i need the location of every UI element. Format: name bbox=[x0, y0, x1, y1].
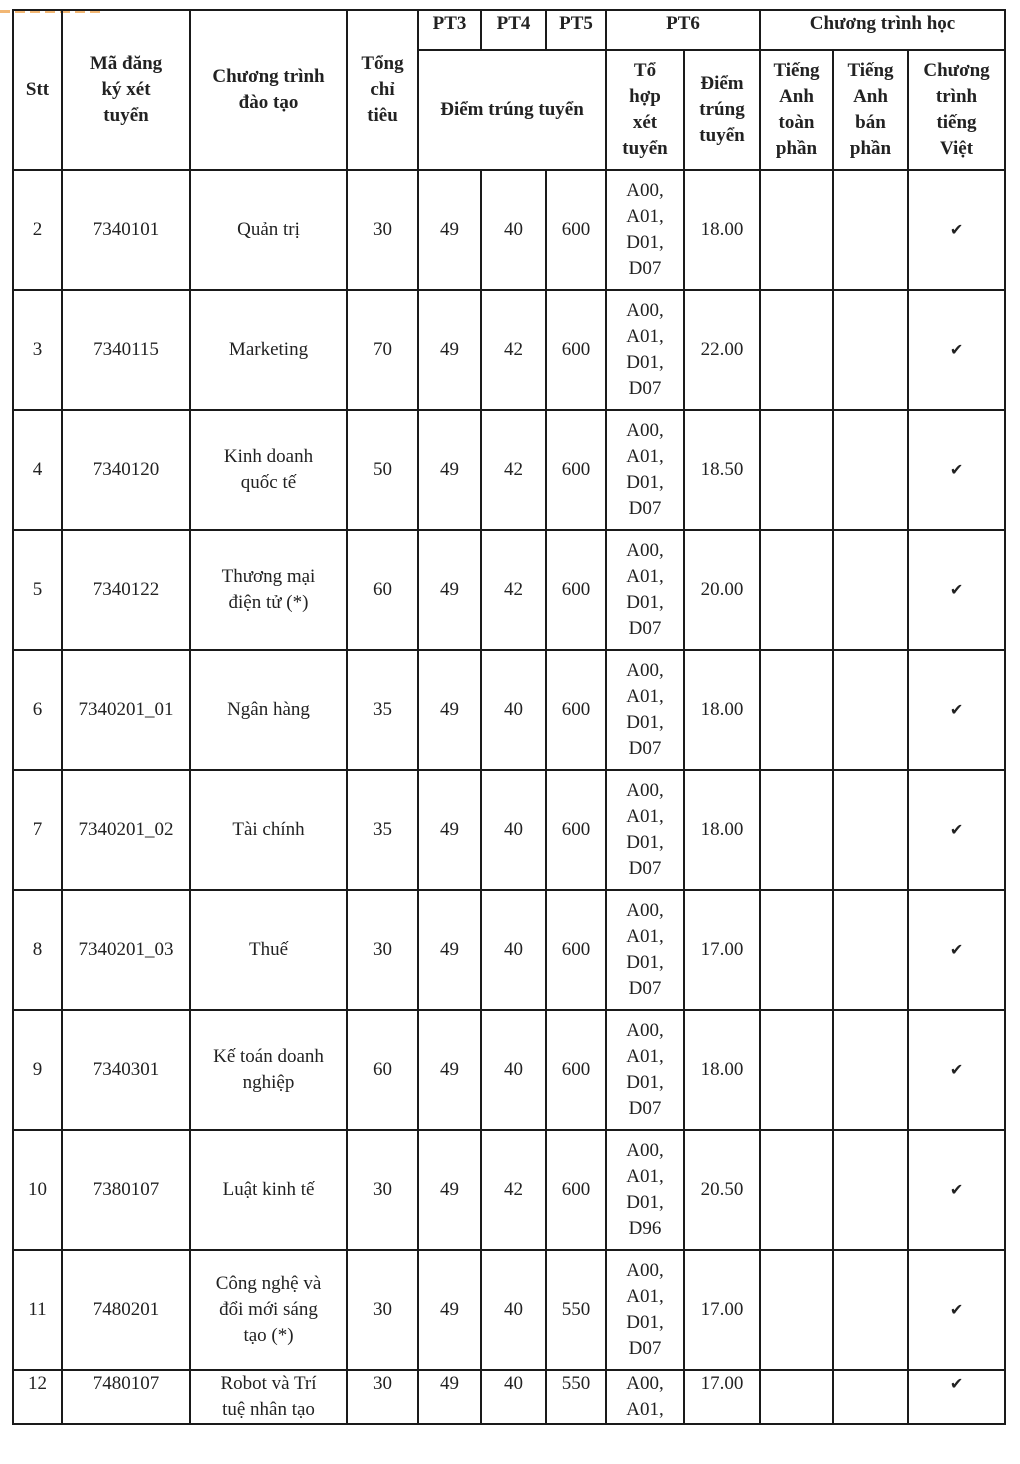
cell-pt3: 49 bbox=[418, 530, 481, 650]
cell-stt: 6 bbox=[13, 650, 62, 770]
cell-combination: A00, A01, D01, D07 bbox=[606, 410, 684, 530]
cell-full-english bbox=[760, 1250, 833, 1370]
cell-stt: 3 bbox=[13, 290, 62, 410]
cell-full-english bbox=[760, 890, 833, 1010]
cell-full-english bbox=[760, 170, 833, 290]
cell-partial-english bbox=[833, 1010, 908, 1130]
cell-partial-english bbox=[833, 890, 908, 1010]
header-pt6-score: Điểm trúng tuyển bbox=[684, 50, 760, 170]
cell-pt6-score: 20.00 bbox=[684, 530, 760, 650]
cell-quota: 35 bbox=[347, 770, 418, 890]
header-vietnamese-program: Chương trình tiếng Việt bbox=[908, 50, 1005, 170]
cell-partial-english bbox=[833, 1370, 908, 1424]
cell-quota: 60 bbox=[347, 1010, 418, 1130]
header-stt: Stt bbox=[13, 10, 62, 170]
cell-quota: 70 bbox=[347, 290, 418, 410]
cell-stt: 5 bbox=[13, 530, 62, 650]
header-admission-score: Điểm trúng tuyển bbox=[418, 50, 606, 170]
cell-pt4: 42 bbox=[481, 290, 546, 410]
cell-pt6-score: 18.00 bbox=[684, 170, 760, 290]
cell-vietnamese bbox=[908, 1370, 1005, 1424]
cell-pt3: 49 bbox=[418, 410, 481, 530]
header-subject-combination: Tổ hợp xét tuyển bbox=[606, 50, 684, 170]
cell-pt3: 49 bbox=[418, 890, 481, 1010]
cell-partial-english bbox=[833, 650, 908, 770]
cell-full-english bbox=[760, 1370, 833, 1424]
table-row bbox=[13, 1370, 1005, 1424]
cell-program: Luật kinh tế bbox=[190, 1130, 347, 1250]
table-row bbox=[13, 410, 1005, 530]
cell-code: 7340101 bbox=[62, 170, 190, 290]
cell-full-english bbox=[760, 290, 833, 410]
table-row bbox=[13, 1010, 1005, 1130]
cell-pt3: 49 bbox=[418, 1370, 481, 1424]
cell-pt3: 49 bbox=[418, 170, 481, 290]
check-icon: ✔ bbox=[949, 580, 964, 599]
cell-program: Marketing bbox=[190, 290, 347, 410]
cell-quota: 35 bbox=[347, 650, 418, 770]
cell-pt5: 600 bbox=[546, 1010, 606, 1130]
cell-pt5: 600 bbox=[546, 890, 606, 1010]
cell-vietnamese bbox=[908, 290, 1005, 410]
top-edge-fragment bbox=[0, 0, 120, 4]
cell-pt6-score: 18.00 bbox=[684, 770, 760, 890]
cell-pt4: 42 bbox=[481, 1130, 546, 1250]
header-pt3: PT3 bbox=[418, 10, 481, 50]
cell-program: Tài chính bbox=[190, 770, 347, 890]
cell-pt4: 42 bbox=[481, 410, 546, 530]
cell-combination: A00, A01, D01, D07 bbox=[606, 1250, 684, 1370]
cell-partial-english bbox=[833, 290, 908, 410]
cell-quota: 60 bbox=[347, 530, 418, 650]
cell-program: Thuế bbox=[190, 890, 347, 1010]
cell-pt5: 600 bbox=[546, 410, 606, 530]
cell-pt6-score: 18.00 bbox=[684, 1010, 760, 1130]
table-row bbox=[13, 650, 1005, 770]
cell-pt4: 40 bbox=[481, 890, 546, 1010]
check-icon: ✔ bbox=[949, 340, 964, 359]
check-icon: ✔ bbox=[949, 460, 964, 479]
cell-partial-english bbox=[833, 770, 908, 890]
header-registration-code: Mã đăng ký xét tuyển bbox=[62, 10, 190, 170]
cell-code: 7340301 bbox=[62, 1010, 190, 1130]
cell-pt4: 40 bbox=[481, 770, 546, 890]
header-pt6: PT6 bbox=[606, 10, 760, 50]
table-row bbox=[13, 170, 1005, 290]
cell-stt: 2 bbox=[13, 170, 62, 290]
cell-partial-english bbox=[833, 1130, 908, 1250]
cell-quota: 30 bbox=[347, 1250, 418, 1370]
cell-pt4: 40 bbox=[481, 1370, 546, 1424]
cell-pt5: 600 bbox=[546, 530, 606, 650]
cell-full-english bbox=[760, 650, 833, 770]
cell-full-english bbox=[760, 1130, 833, 1250]
cell-vietnamese bbox=[908, 770, 1005, 890]
cell-stt: 10 bbox=[13, 1130, 62, 1250]
cell-stt: 7 bbox=[13, 770, 62, 890]
table-row bbox=[13, 890, 1005, 1010]
cell-vietnamese bbox=[908, 410, 1005, 530]
cell-program: Robot và Trí tuệ nhân tạo bbox=[190, 1370, 347, 1424]
cell-pt3: 49 bbox=[418, 1010, 481, 1130]
check-icon: ✔ bbox=[949, 1180, 964, 1199]
cell-stt: 8 bbox=[13, 890, 62, 1010]
header-study-program: Chương trình học bbox=[760, 10, 1005, 50]
cell-pt6-score: 22.00 bbox=[684, 290, 760, 410]
cell-pt6-score: 18.50 bbox=[684, 410, 760, 530]
cell-combination: A00, A01, D01, D07 bbox=[606, 170, 684, 290]
cell-vietnamese bbox=[908, 650, 1005, 770]
cell-pt3: 49 bbox=[418, 290, 481, 410]
check-icon: ✔ bbox=[949, 1374, 964, 1393]
header-pt4: PT4 bbox=[481, 10, 546, 50]
cell-pt5: 600 bbox=[546, 170, 606, 290]
check-icon: ✔ bbox=[949, 700, 964, 719]
cell-pt6-score: 20.50 bbox=[684, 1130, 760, 1250]
cell-code: 7340201_02 bbox=[62, 770, 190, 890]
cell-program: Quản trị bbox=[190, 170, 347, 290]
cell-quota: 30 bbox=[347, 1130, 418, 1250]
check-icon: ✔ bbox=[949, 940, 964, 959]
cell-pt6-score: 17.00 bbox=[684, 1250, 760, 1370]
header-total-quota: Tổng chỉ tiêu bbox=[347, 10, 418, 170]
cell-pt5: 600 bbox=[546, 290, 606, 410]
cell-combination: A00, A01, D01, D07 bbox=[606, 1010, 684, 1130]
cell-code: 7340120 bbox=[62, 410, 190, 530]
cell-vietnamese bbox=[908, 1010, 1005, 1130]
cell-stt: 9 bbox=[13, 1010, 62, 1130]
cell-full-english bbox=[760, 530, 833, 650]
cell-full-english bbox=[760, 1010, 833, 1130]
cell-combination: A00, A01, D01, D07 bbox=[606, 650, 684, 770]
cell-pt3: 49 bbox=[418, 1130, 481, 1250]
cell-partial-english bbox=[833, 530, 908, 650]
cell-program: Thương mại điện tử (*) bbox=[190, 530, 347, 650]
cell-program: Kinh doanh quốc tế bbox=[190, 410, 347, 530]
cell-combination: A00, A01, D01, D07 bbox=[606, 530, 684, 650]
check-icon: ✔ bbox=[949, 1300, 964, 1319]
table-row bbox=[13, 1250, 1005, 1370]
table-row bbox=[13, 530, 1005, 650]
cell-partial-english bbox=[833, 1250, 908, 1370]
cell-pt3: 49 bbox=[418, 1250, 481, 1370]
cell-combination: A00, A01, D01, D07 bbox=[606, 290, 684, 410]
cell-pt4: 40 bbox=[481, 1250, 546, 1370]
cell-quota: 50 bbox=[347, 410, 418, 530]
cell-vietnamese bbox=[908, 1250, 1005, 1370]
cell-vietnamese bbox=[908, 890, 1005, 1010]
admission-score-table bbox=[12, 9, 1006, 1425]
cell-code: 7340201_03 bbox=[62, 890, 190, 1010]
cell-pt6-score: 18.00 bbox=[684, 650, 760, 770]
cell-pt5: 550 bbox=[546, 1370, 606, 1424]
cell-pt5: 600 bbox=[546, 770, 606, 890]
cell-stt: 12 bbox=[13, 1370, 62, 1424]
header-program: Chương trình đào tạo bbox=[190, 10, 347, 170]
cell-quota: 30 bbox=[347, 1370, 418, 1424]
cell-stt: 4 bbox=[13, 410, 62, 530]
cell-program: Công nghệ và đổi mới sáng tạo (*) bbox=[190, 1250, 347, 1370]
cell-pt3: 49 bbox=[418, 770, 481, 890]
cell-partial-english bbox=[833, 410, 908, 530]
cell-pt5: 550 bbox=[546, 1250, 606, 1370]
cell-pt4: 40 bbox=[481, 1010, 546, 1130]
cell-code: 7480107 bbox=[62, 1370, 190, 1424]
cell-code: 7380107 bbox=[62, 1130, 190, 1250]
cell-stt: 11 bbox=[13, 1250, 62, 1370]
cell-combination: A00, A01, D01, D07 bbox=[606, 890, 684, 1010]
cell-pt3: 49 bbox=[418, 650, 481, 770]
header-pt5: PT5 bbox=[546, 10, 606, 50]
cell-combination: A00, A01, D01, D96 bbox=[606, 1130, 684, 1250]
cell-pt4: 40 bbox=[481, 650, 546, 770]
cell-full-english bbox=[760, 410, 833, 530]
cell-pt5: 600 bbox=[546, 1130, 606, 1250]
cell-program: Kế toán doanh nghiệp bbox=[190, 1010, 347, 1130]
table-row bbox=[13, 1130, 1005, 1250]
cell-combination: A00, A01, bbox=[606, 1370, 684, 1424]
cell-quota: 30 bbox=[347, 890, 418, 1010]
cell-code: 7480201 bbox=[62, 1250, 190, 1370]
table-row bbox=[13, 770, 1005, 890]
cell-combination: A00, A01, D01, D07 bbox=[606, 770, 684, 890]
check-icon: ✔ bbox=[949, 820, 964, 839]
cell-partial-english bbox=[833, 170, 908, 290]
cell-pt6-score: 17.00 bbox=[684, 890, 760, 1010]
cell-pt5: 600 bbox=[546, 650, 606, 770]
cell-pt4: 42 bbox=[481, 530, 546, 650]
cell-pt4: 40 bbox=[481, 170, 546, 290]
header-full-english: Tiếng Anh toàn phần bbox=[760, 50, 833, 170]
table-row bbox=[13, 290, 1005, 410]
cell-quota: 30 bbox=[347, 170, 418, 290]
cell-code: 7340122 bbox=[62, 530, 190, 650]
cell-code: 7340115 bbox=[62, 290, 190, 410]
check-icon: ✔ bbox=[949, 1060, 964, 1079]
cell-vietnamese bbox=[908, 1130, 1005, 1250]
check-icon: ✔ bbox=[949, 220, 964, 239]
cell-vietnamese bbox=[908, 530, 1005, 650]
cell-code: 7340201_01 bbox=[62, 650, 190, 770]
cell-program: Ngân hàng bbox=[190, 650, 347, 770]
cell-vietnamese bbox=[908, 170, 1005, 290]
cell-full-english bbox=[760, 770, 833, 890]
header-partial-english: Tiếng Anh bán phần bbox=[833, 50, 908, 170]
cell-pt6-score: 17.00 bbox=[684, 1370, 760, 1424]
